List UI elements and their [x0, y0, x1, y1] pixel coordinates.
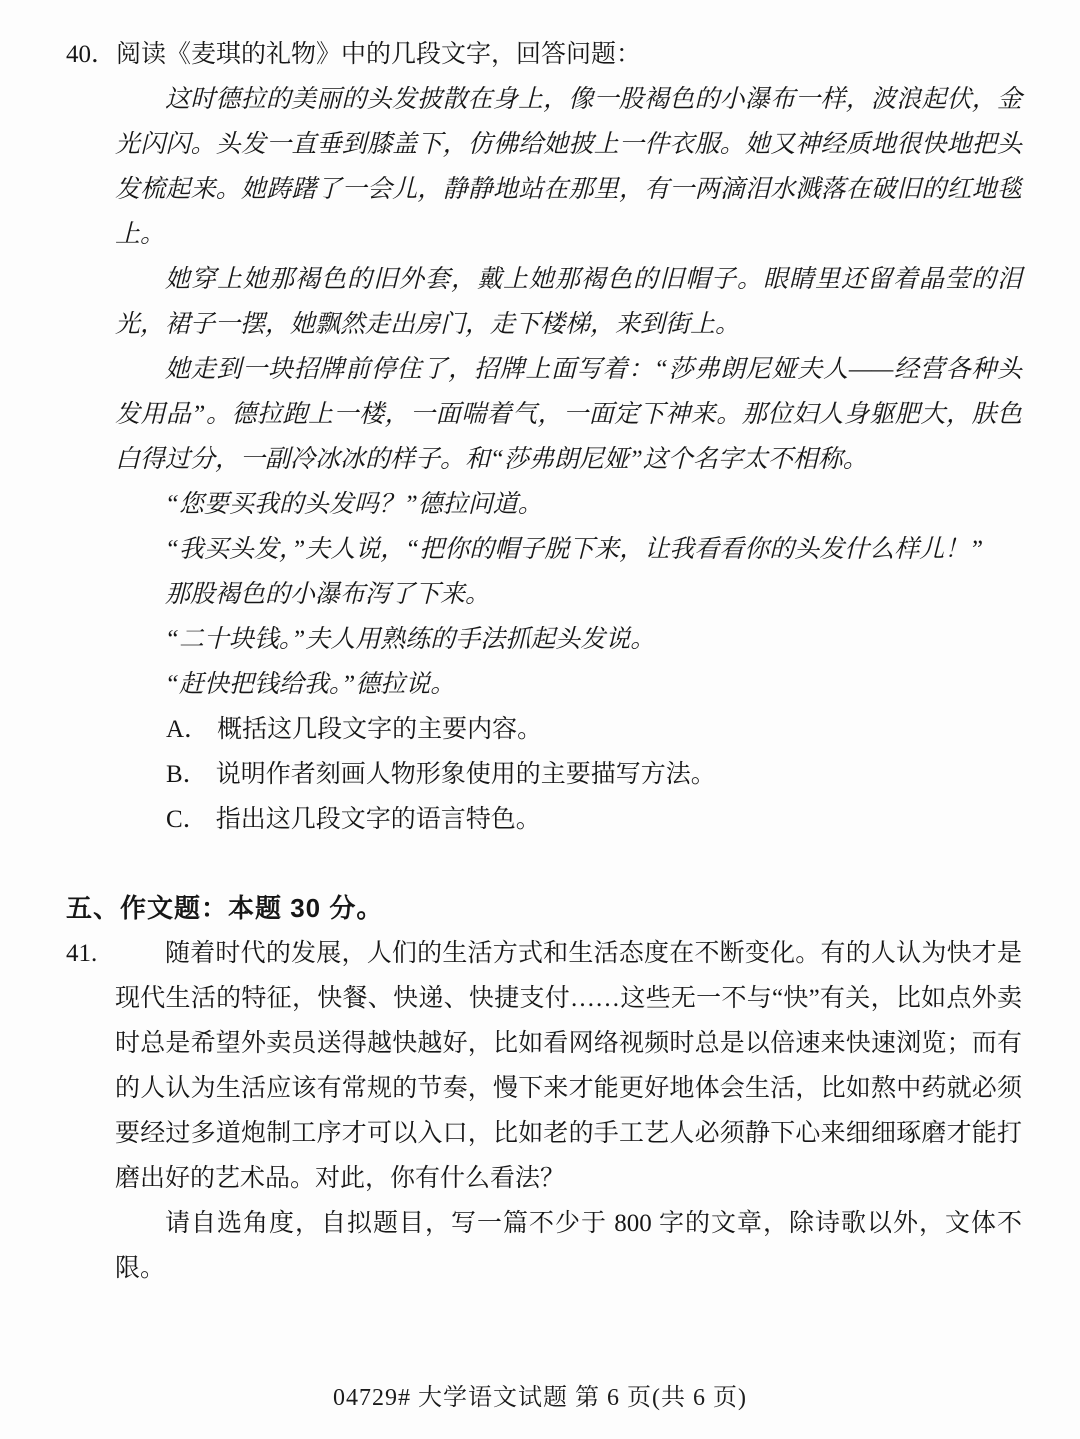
- passage-dialogue-line: “我买头发，”夫人说，“把你的帽子脱下来，让我看看你的头发什么样儿！”: [165, 536, 984, 563]
- sub-question-a-text: 概括这几段文字的主要内容。: [217, 716, 543, 743]
- passage-paragraph: 那股褐色的小瀑布泻了下来。: [165, 581, 491, 608]
- question-40-stem: 阅读《麦琪的礼物》中的几段文字，回答问题：: [116, 41, 642, 68]
- page-footer: 04729# 大学语文试题 第 6 页(共 6 页): [333, 1385, 747, 1411]
- sub-question-b: [166, 752, 1080, 797]
- question-40-passage: [0, 77, 1080, 707]
- essay-instructions: 请自选角度，自拟题目，写一篇不少于 800 字的文章，除诗歌以外，文体不限。: [115, 1210, 1022, 1282]
- sub-question-a: [166, 707, 1080, 752]
- section-heading: 五、作文题：本题 30 分。: [66, 893, 384, 923]
- question-40-number: 40．: [66, 41, 117, 68]
- passage-paragraph: 她走到一块招牌前停住了，招牌上面写着：“莎弗朗尼娅夫人——经营各种头发用品”。德拉跑上一楼，一面喘着气，一面定下神来。那位妇人身躯肥大，肤色白得过分，一副冷冰冰的样子。和“莎弗朗尼娅”这个名字太不相称。: [115, 356, 1022, 473]
- passage-paragraph: 她穿上她那褐色的旧外套，戴上她那褐色的旧帽子。眼睛里还留着晶莹的泪光，裙子一摆，她飘然走出房门，走下楼梯，来到街上。: [115, 266, 1022, 338]
- question-41-number: 41.: [66, 940, 98, 967]
- question-40: [0, 32, 1080, 842]
- passage-dialogue-line: “二十块钱。”夫人用熟练的手法抓起头发说。: [165, 626, 656, 653]
- passage-dialogue-line: “赶快把钱给我。”德拉说。: [165, 671, 456, 698]
- essay-prompt-paragraph: 随着时代的发展，人们的生活方式和生活态度在不断变化。有的人认为快才是现代生活的特征，快餐、快递、快捷支付……这些无一不与“快”有关，比如点外卖时总是希望外卖员送得越快越好，比如看网络视频时总是以倍速来快速浏览；而有的人认为生活应该有常规的节奏，慢下来才能更好地体会生活，比如熬中药就必须要经过多道炮制工序才可以入口，比如老的手工艺人必须静下心来细细琢磨才能打磨出好的艺术品。对此，你有什么看法？: [115, 940, 1022, 1192]
- passage-dialogue-line: “您要买我的头发吗？”德拉问道。: [165, 491, 543, 518]
- question-41: [0, 931, 1080, 1291]
- sub-question-c-label: C．: [166, 806, 208, 833]
- question-40-stem-line: [66, 32, 1080, 77]
- sub-question-a-label: A．: [166, 716, 210, 743]
- sub-question-c: [166, 797, 1080, 842]
- passage-paragraph: 这时德拉的美丽的头发披散在身上，像一股褐色的小瀑布一样，波浪起伏，金光闪闪。头发一直垂到膝盖下，仿佛给她披上一件衣服。她又神经质地很快地把头发梳起来。她踌躇了一会儿，静静地站在那里，有一两滴泪水溅落在破旧的红地毯上。: [115, 86, 1022, 248]
- sub-question-b-text: 说明作者刻画人物形象使用的主要描写方法。: [215, 761, 716, 788]
- sub-question-c-text: 指出这几段文字的语言特色。: [215, 806, 541, 833]
- sub-question-b-label: B．: [166, 761, 208, 788]
